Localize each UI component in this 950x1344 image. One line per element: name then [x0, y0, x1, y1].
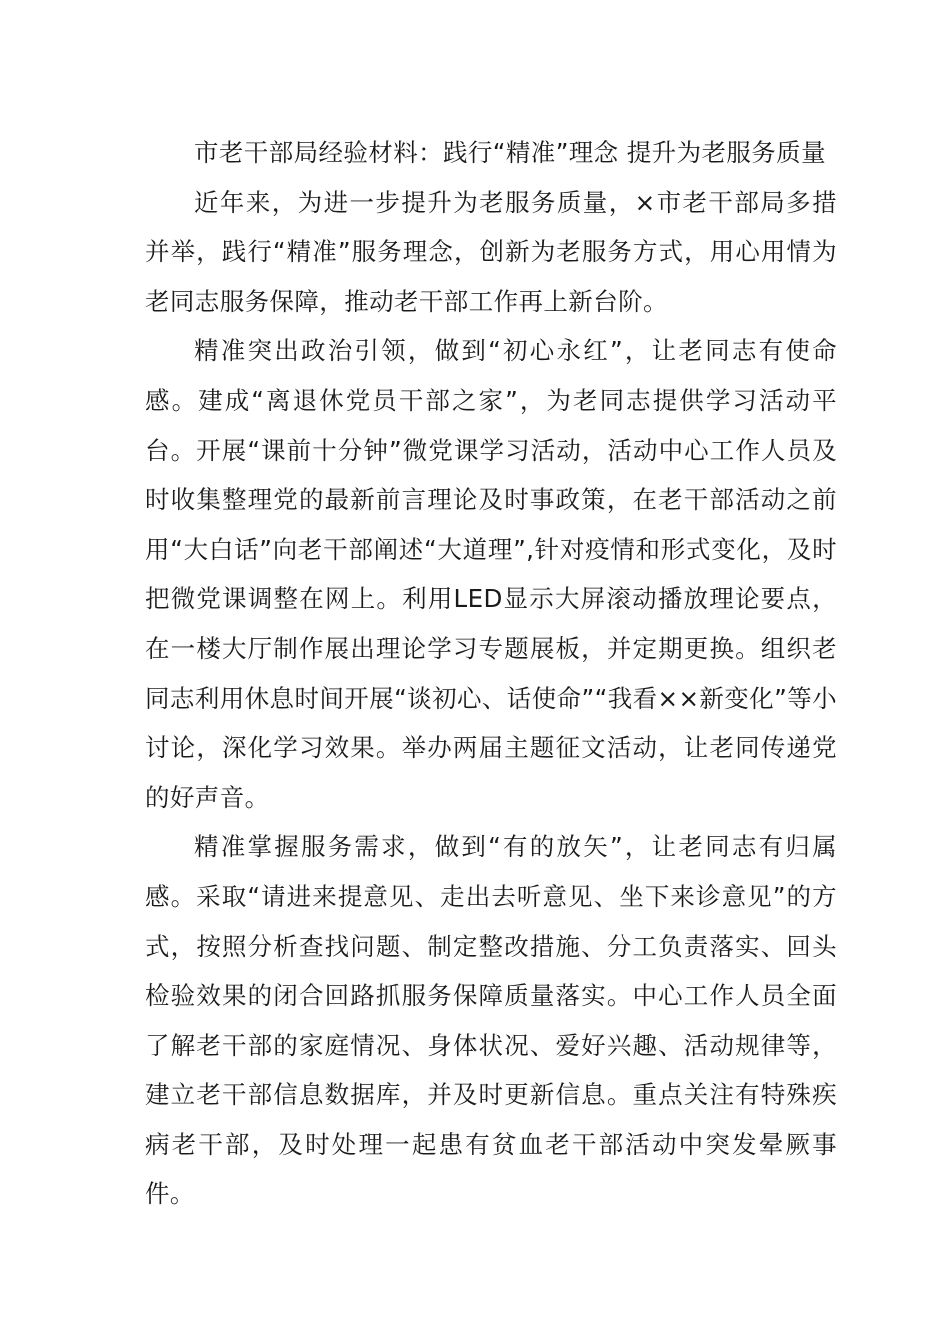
paragraph-political-guidance: 精准突出政治引领，做到“初心永红”，让老同志有使命感。建成“离退休党员干部之家”，为老同志提供学习活动平台。开展“课前十分钟”微党课学习活动，活动中心工作人员及时收集整理党的最新前言理论及时事政策，在老干部活动之前用“大白话”向老干部阐述“大道理”,针对疫情和形式变化，及时把微党课调整在网上。利用LED显示大屏滚动播放理论要点，在一楼大厅制作展出理论学习专题展板，并定期更换。组织老同志利用休息时间开展“谈初心、话使命”“我看××新变化”等小讨论，深化学习效果。举办两届主题征文活动，让老同传递党的好声音。 [145, 336, 837, 812]
paragraph-service-needs: 精准掌握服务需求，做到“有的放矢”，让老同志有归属感。采取“请进来提意见、走出去听意见、坐下来诊意见”的方式，按照分析查找问题、制定整改措施、分工负责落实、回头检验效果的闭合回路抓服务保障质量落实。中心工作人员全面了解老干部的家庭情况、身体状况、爱好兴趣、活动规律等，建立老干部信息数据库，并及时更新信息。重点关注有特殊疾病老干部，及时处理一起患有贫血老干部活动中突发晕厥事件。 [145, 832, 837, 1209]
document-page [145, 128, 837, 1219]
paragraph-intro: 近年来，为进一步提升为老服务质量，×市老干部局多措并举，践行“精准”服务理念，创新为老服务方式，用心用情为老同志服务保障，推动老干部工作再上新台阶。 [145, 187, 837, 316]
document-title: 市老干部局经验材料：践行“精准”理念 提升为老服务质量 [194, 138, 826, 167]
